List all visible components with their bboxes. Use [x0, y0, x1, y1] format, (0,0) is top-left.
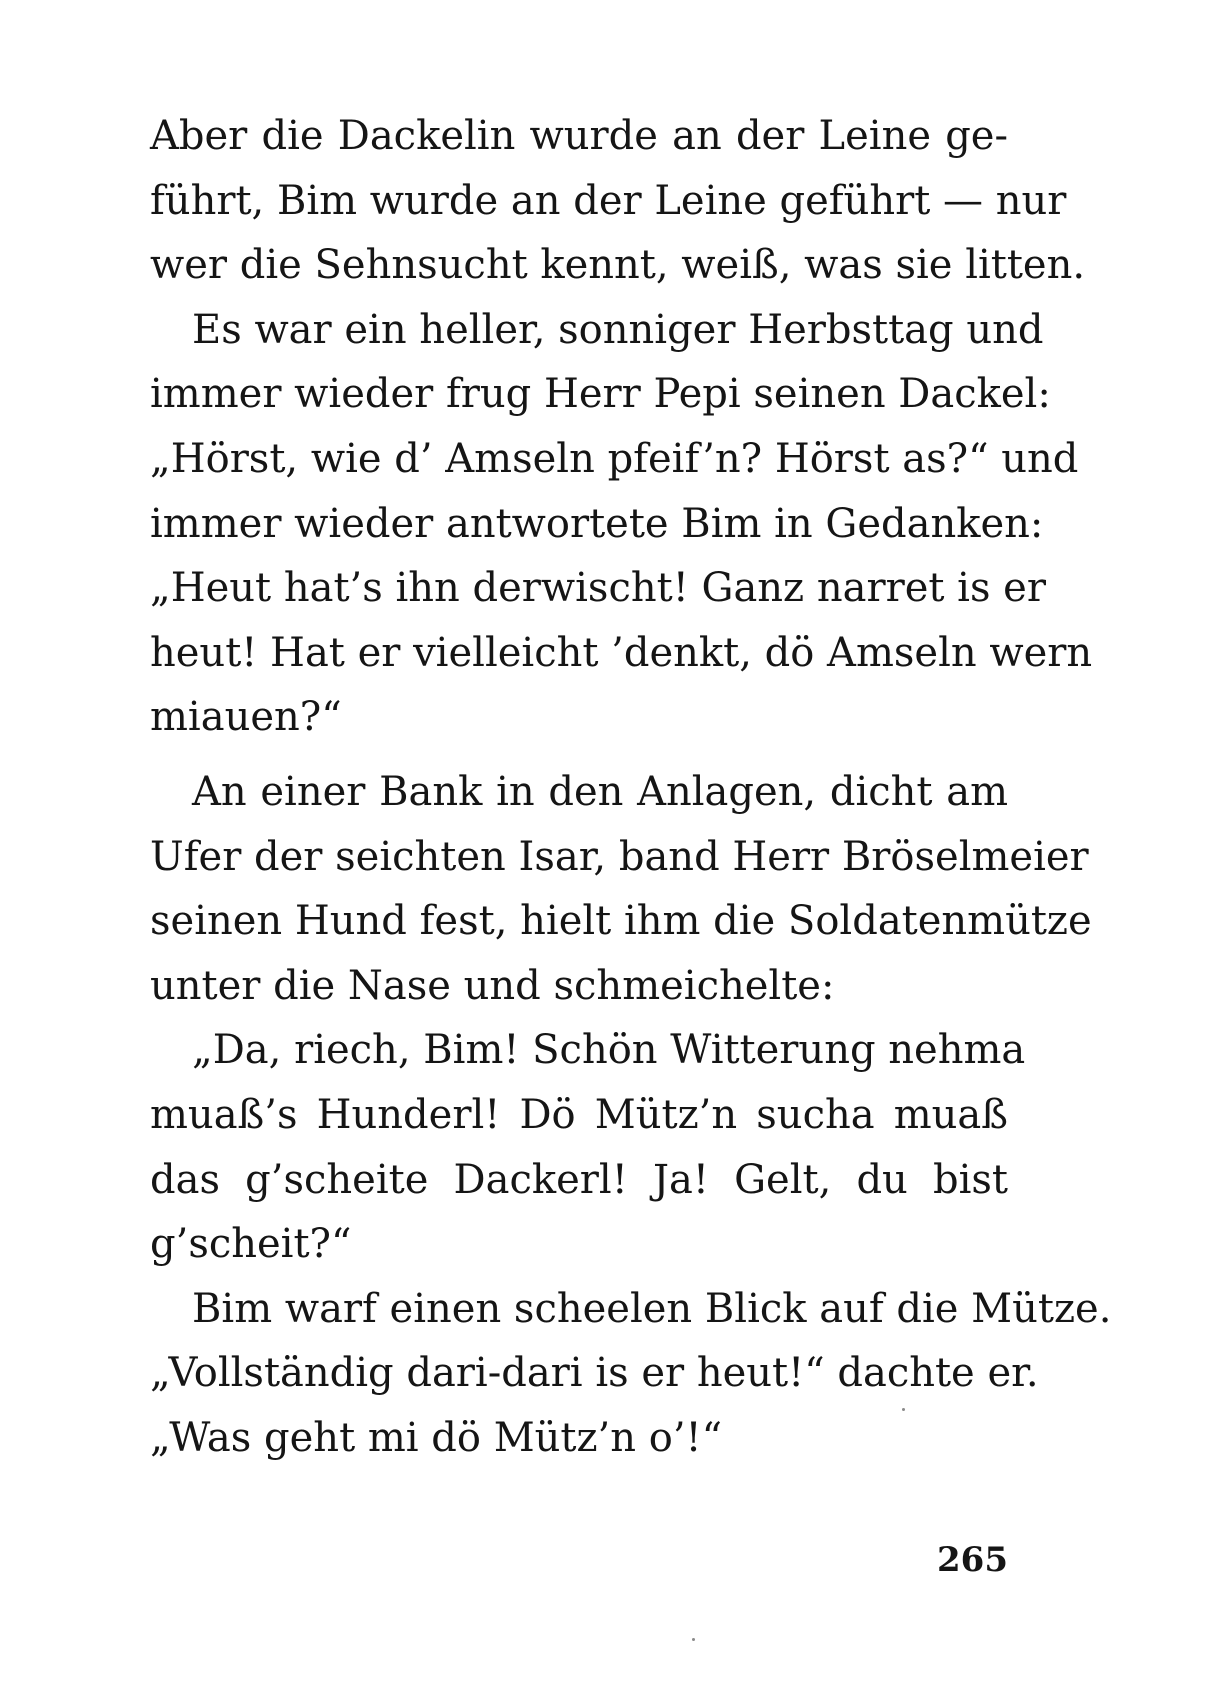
text-line: führt, Bim wurde an der Leine geführt — nur [150, 177, 1067, 224]
text-line: Es war ein heller, sonniger Herbsttag und [192, 306, 1044, 353]
text-line: wer die Sehnsucht kennt, weiß, was sie litten. [150, 242, 1086, 289]
text-line: „Heut hat’s ihn derwischt! Ganz narret is er [150, 565, 1046, 612]
text-line: immer wieder antwortete Bim in Gedanken: [150, 500, 1044, 547]
text-line: „Hörst, wie d’ Amseln pfeif’n? Hörst as?“ und [150, 435, 1079, 482]
text-line: g’scheit?“ [150, 1221, 352, 1268]
text-line: heut! Hat er vielleicht ’denkt, dö Amseln wern [150, 629, 1093, 676]
body-text [150, 104, 1112, 1470]
text-line: An einer Bank in den Anlagen, dicht am [192, 768, 1008, 815]
text-line: Aber die Dackelin wurde an der Leine ge- [150, 113, 1008, 159]
text-line: das g’scheite Dackerl! Ja! Gelt, du bist [150, 1156, 1008, 1203]
text-line: Ufer der seichten Isar, band Herr Bröselmeier [150, 833, 1089, 880]
text-line: „Was geht mi dö Mütz’n o’!“ [150, 1414, 723, 1461]
text-line: unter die Nase und schmeichelte: [150, 962, 835, 1009]
page-number: 265 [937, 1540, 1008, 1580]
text-line: seinen Hund fest, hielt ihm die Soldatenmütze [150, 898, 1092, 945]
text-line: muaß’s Hunderl! Dö Mütz’n sucha muaß [150, 1091, 1008, 1138]
text-line: miauen?“ [150, 694, 342, 741]
text-line: „Vollständig dari-dari is er heut!“ dachte er. [150, 1350, 1039, 1397]
scan-speck [902, 1408, 905, 1411]
text-line: immer wieder frug Herr Pepi seinen Dackel: [150, 371, 1051, 418]
text-line: „Da, riech, Bim! Schön Witterung nehma [192, 1027, 1026, 1074]
text-line: Bim warf einen scheelen Blick auf die Mütze. [192, 1285, 1112, 1332]
scan-speck [692, 1638, 695, 1641]
